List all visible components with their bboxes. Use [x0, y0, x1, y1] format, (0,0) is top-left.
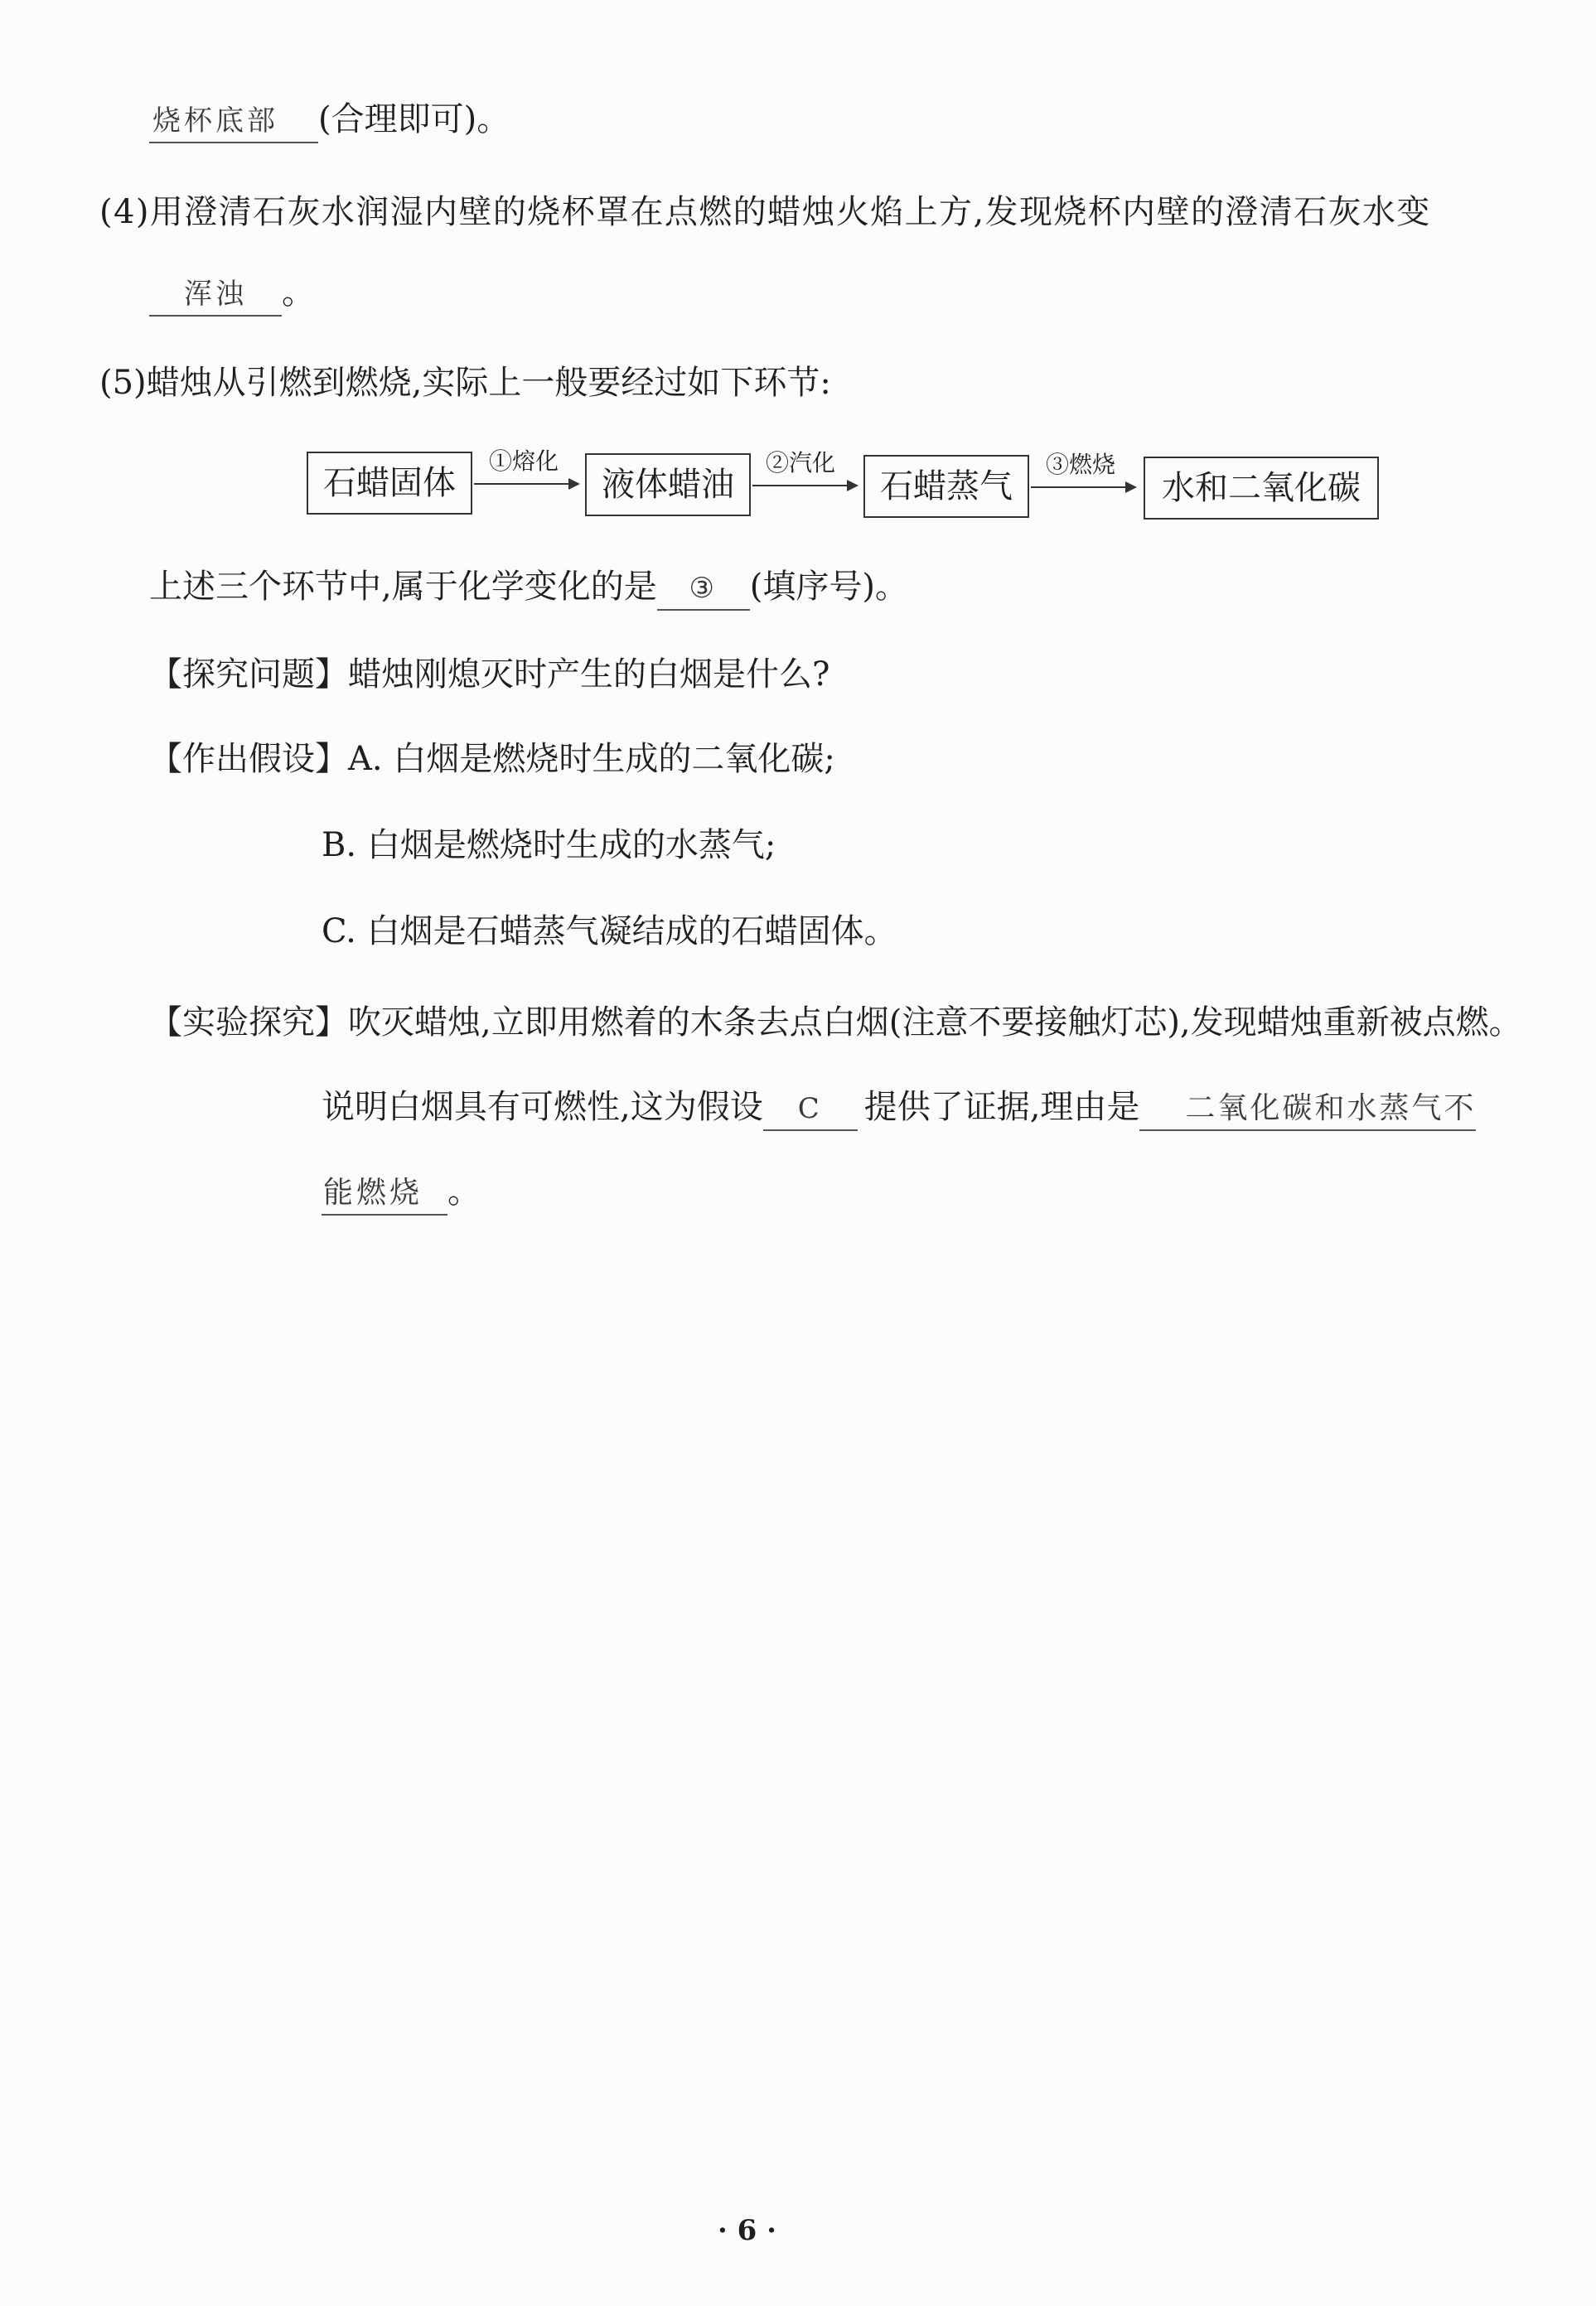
inquiry-question-label: 【探究问题】: [149, 655, 348, 694]
hypothesis-a-line: [149, 736, 835, 782]
flow-box-liquid-wax: 液体蜡油: [585, 453, 751, 516]
flow-label-melting: ①熔化: [489, 447, 559, 475]
q5-answer-blank: ③: [657, 568, 750, 611]
q4-suffix: 。: [282, 273, 315, 312]
q3-answer-line: [149, 96, 510, 143]
experiment-label: 【实验探究】: [149, 1003, 348, 1042]
hypothesis-c: C. 白烟是石蜡蒸气凝结成的石蜡固体。: [322, 912, 897, 950]
conclusion-prefix: 说明白烟具有可燃性,这为假设: [322, 1088, 763, 1126]
q4-answer-blank: 浑浊: [149, 273, 282, 317]
hypothesis-a: A. 白烟是燃烧时生成的二氧化碳;: [348, 740, 835, 778]
reason-continuation-line: [322, 1168, 481, 1216]
flow-arrow-1: [474, 483, 578, 485]
q5-question: (5)蜡烛从引燃到燃烧,实际上一般要经过如下环节:: [99, 364, 831, 402]
flow-arrow-2: [752, 485, 857, 486]
q3-answer-blank: 烧杯底部: [149, 100, 318, 143]
conclusion-line: [322, 1084, 1476, 1131]
inquiry-question-text: 蜡烛刚熄灭时产生的白烟是什么?: [348, 655, 830, 694]
experiment-text: 吹灭蜡烛,立即用燃着的木条去点白烟(注意不要接触灯芯),发现蜡烛重新被点燃。: [348, 1003, 1522, 1042]
reason-blank-part2: 能燃烧: [322, 1172, 447, 1216]
flow-box-products: 水和二氧化碳: [1144, 457, 1379, 520]
q3-suffix: (合理即可)。: [318, 100, 510, 138]
flow-arrow-3: [1031, 486, 1135, 488]
flow-label-vaporization: ②汽化: [766, 449, 836, 476]
page-number: · 6 ·: [718, 2214, 777, 2247]
reason-suffix: 。: [447, 1172, 481, 1211]
flow-box-solid-wax: 石蜡固体: [307, 452, 472, 515]
flow-box-wax-vapor: 石蜡蒸气: [863, 455, 1029, 518]
flow-label-combustion: ③燃烧: [1046, 451, 1116, 478]
hypothesis-b: B. 白烟是燃烧时生成的水蒸气;: [322, 826, 776, 864]
q5-subquestion: [149, 563, 908, 611]
inquiry-question: [149, 651, 829, 698]
q5-subquestion-suffix: (填序号)。: [749, 568, 908, 606]
conclusion-hypothesis-blank: C: [763, 1088, 858, 1131]
hypothesis-label: 【作出假设】: [149, 740, 348, 778]
q4-question: (4)用澄清石灰水润湿内壁的烧杯罩在点燃的蜡烛火焰上方,发现烧杯内壁的澄清石灰水变: [99, 193, 1431, 231]
q5-subquestion-prefix: 上述三个环节中,属于化学变化的是: [149, 568, 657, 606]
experiment-line: [149, 999, 1522, 1046]
reason-blank-part1: 二氧化碳和水蒸气不: [1139, 1088, 1476, 1131]
conclusion-middle: 提供了证据,理由是: [863, 1088, 1140, 1126]
q4-answer-line: [149, 269, 315, 317]
